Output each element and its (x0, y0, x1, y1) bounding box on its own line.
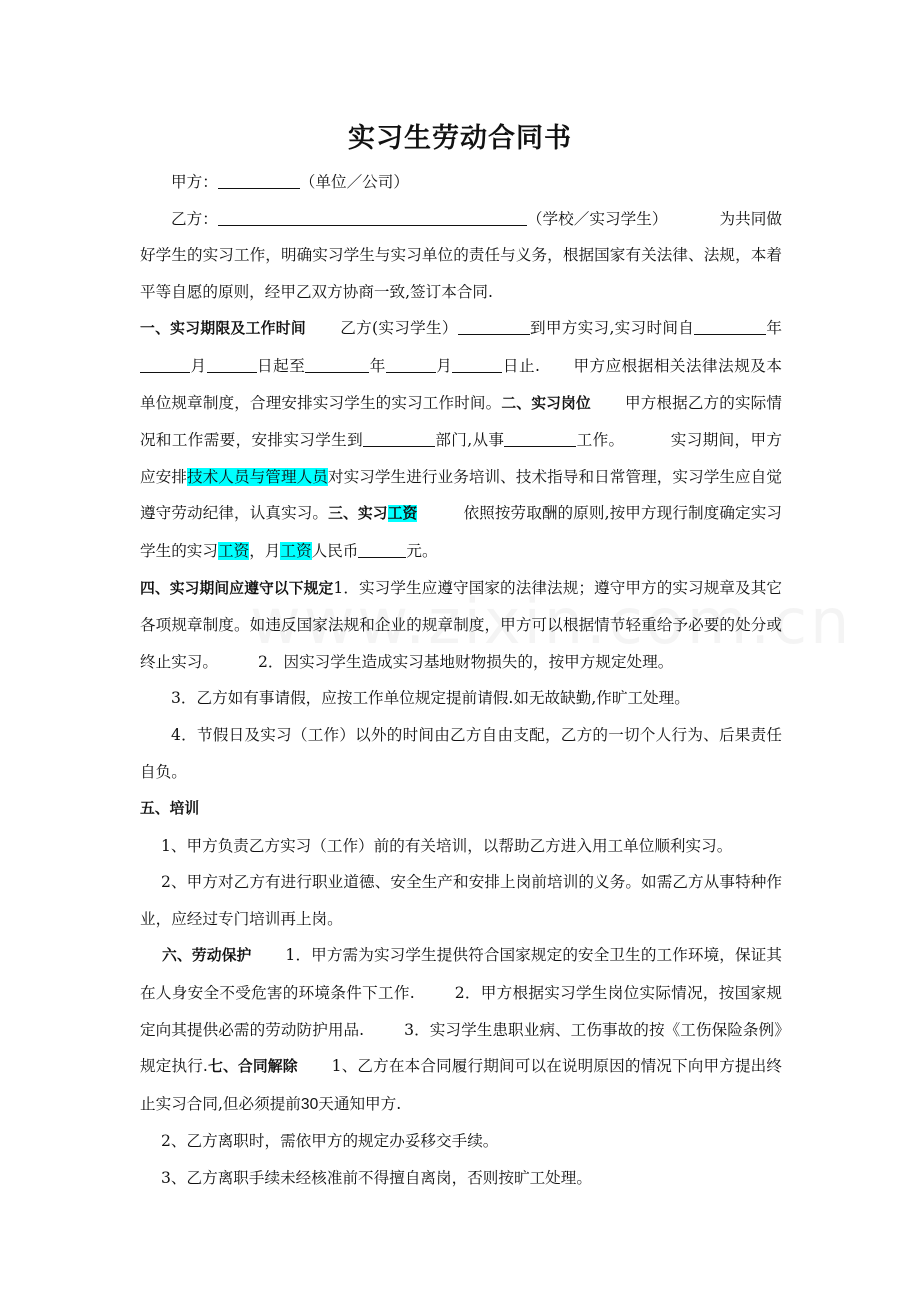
s5-item-1: 1、甲方负责乙方实习（工作）前的有关培训，以帮助乙方进入用工单位顺利实习。 (161, 836, 733, 855)
party-b-blank (218, 210, 527, 226)
s1-blank-1 (458, 320, 530, 336)
party-a-line (140, 164, 782, 201)
section-4-heading: 四、实习期间应遵守以下规定 (140, 579, 334, 597)
s3-text-b: ，月 (249, 541, 281, 560)
s1-year: 年 (766, 319, 782, 338)
s4-item-3: 3．乙方如有事请假，应按工作单位规定提前请假.如无故缺勤,作旷工处理。 (171, 689, 690, 708)
s3-text-a: 依照按劳取酬的原则,按甲方现行制度确定实习学生的实习 (140, 504, 782, 560)
s2-blank-2 (504, 431, 576, 447)
section-3-heading-highlight: 工资 (387, 505, 418, 523)
s3-blank (358, 542, 406, 558)
s1-blank-2 (694, 320, 766, 336)
s6-item-3: 3．实习学生患职业病、工伤事故的按《工伤保险条例》规定执行. (140, 1020, 782, 1076)
s4-item-1: 1．实习学生应遵守国家的法律法规；遵守甲方的实习规章及其它各项规章制度。如违反国家法规和企业的规章制度，甲方可以根据情节轻重给予必要的处分或终止实习。 (140, 578, 782, 671)
s4-item-2: 2．因实习学生造成实习基地财物损失的，按甲方规定处理。 (257, 652, 674, 671)
s4-item-4: 4．节假日及实习（工作）以外的时间由乙方自由支配，乙方的一切个人行为、后果责任自负。 (140, 725, 782, 781)
s1-text-a: 乙方(实习学生） (339, 319, 458, 338)
s5-item-2: 2、甲方对乙方有进行职业道德、安全生产和安排上岗前培训的义务。如需乙方从事特种作业，应经过专门培训再上岗。 (140, 873, 782, 928)
s3-text-c: 人民币 (311, 541, 359, 560)
section-3-heading: 三、实习 (328, 505, 388, 523)
s6-item-2: 2．甲方根据实习学生岗位实际情况，按国家规定向其提供必需的劳动防护用品. (140, 984, 782, 1039)
s7-item-1b: 天通知甲方. (318, 1094, 402, 1113)
s2-highlight: 技术人员与管理人员 (186, 467, 328, 486)
section-6-7 (140, 937, 782, 1123)
s7-item-2: 2、乙方离职时，需依甲方的规定办妥移交手续。 (161, 1132, 499, 1151)
document-title: 实习生劳动合同书 (348, 123, 572, 154)
s1-month: 月 (190, 356, 207, 375)
s1-blank-7 (452, 357, 502, 373)
s1-year-2: 年 (369, 356, 386, 375)
party-b-intro-tail: 为共同做 (719, 209, 782, 228)
s1-blank-6 (386, 357, 436, 373)
section-5-heading (140, 790, 782, 828)
section-4 (140, 570, 782, 681)
s1-text-c: 甲方应根据相关法律法规及本单位规章制度，合理安排实习学生的实习工作时间。 (140, 356, 782, 412)
s2-text-c: 工作。 (576, 431, 625, 450)
s7-item-1a: 1、乙方在本合同履行期间可以在说明原因的情况下向甲方提出终止实习合同,但必须提前 (140, 1057, 783, 1113)
party-a-label: 甲方： (171, 173, 218, 191)
s1-blank-4 (207, 357, 257, 373)
s1-day-to: 日起至 (256, 356, 306, 375)
s1-blank-5 (305, 357, 369, 373)
s2-blank-1 (363, 431, 435, 447)
s3-text-d: 元。 (406, 541, 438, 560)
s1-text-b: 到甲方实习,实习时间自 (529, 319, 695, 338)
s1-end: 日止. (502, 356, 540, 375)
party-b-intro-text: 好学生的实习工作，明确实习学生与实习单位的责任与义务，根据国家有关法律、法规，本着平等自愿的原则，经甲乙双方协商一致,签订本合同. (140, 246, 782, 301)
party-b-note: （学校／实习学生） (526, 209, 668, 228)
s3-highlight-1: 工资 (217, 541, 250, 560)
s3-highlight-2: 工资 (280, 541, 312, 560)
section-5-heading-text: 五、培训 (140, 800, 200, 818)
s1-blank-3 (140, 357, 190, 373)
s2-text-d: 实习期间，甲方应安排 (140, 431, 782, 486)
contract-body (140, 164, 782, 1197)
party-a-note: （单位／公司） (299, 173, 409, 191)
section-6-heading: 六、劳动保护 (162, 947, 252, 965)
section-7-heading: 七、合同解除 (207, 1058, 298, 1076)
party-b-label: 乙方： (171, 209, 218, 228)
s2-text-a: 甲方根据乙方的实际情况和工作需要，安排实习学生到 (140, 393, 782, 450)
section-2-heading: 二、实习岗位 (501, 394, 591, 412)
section-1-2-3 (140, 310, 782, 569)
s2-text-e: 对实习学生进行业务培训、技术指导和日常管理，实习学生应自觉遵守劳动纪律，认真实习。 (140, 467, 782, 523)
s7-notice-days: 30 (300, 1095, 319, 1113)
section-1-heading: 一、实习期限及工作时间 (140, 320, 306, 338)
s7-item-3: 3、乙方离职手续未经核准前不得擅自离岗，否则按旷工处理。 (161, 1169, 592, 1188)
s6-item-1: 1．甲方需为实习学生提供符合国家规定的安全卫生的工作环境，保证其在人身安全不受危害的环境条件下工作. (140, 946, 782, 1003)
party-b-intro (140, 201, 782, 311)
s1-month-2: 月 (435, 356, 453, 375)
s2-text-b: 部门,从事 (435, 431, 505, 450)
party-a-blank (218, 173, 300, 189)
